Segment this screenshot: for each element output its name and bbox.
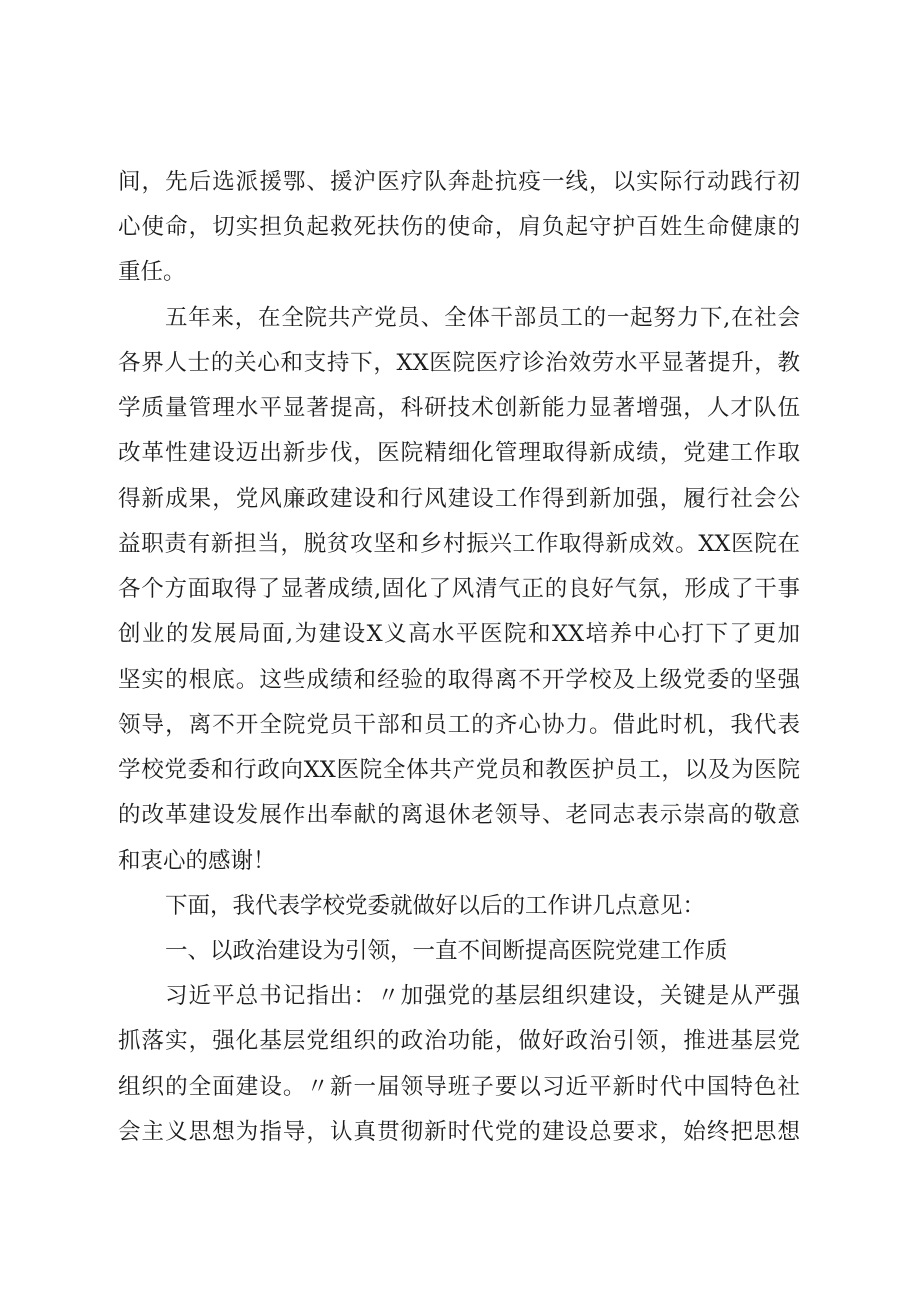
text-line: 和衷心的感谢！ <box>118 847 276 874</box>
text-line: 创业的发展局面,为建设X义高水平医院和XX培养中心打下了更加 <box>118 621 800 648</box>
text-line: 学质量管理水平显著提高，科研技术创新能力显著增强，人才队伍 <box>118 395 800 422</box>
text-line: 会主义思想为指导，认真贯彻新时代党的建设总要求，始终把思想 <box>118 1118 800 1145</box>
section-heading: 一、以政治建设为引领，一直不间断提高医院党建工作质 <box>165 937 728 964</box>
text-line: 益职责有新担当，脱贫攻坚和乡村振兴工作取得新成效。XX医院在 <box>118 530 800 557</box>
text-line: 间，先后选派援鄂、援沪医疗队奔赴抗疫一线，以实际行动践行初 <box>118 169 800 195</box>
text-line: 组织的全面建设。〃新一届领导班子要以习近平新时代中国特色社 <box>118 1073 800 1100</box>
text-line: 习近平总书记指出：〃加强党的基层组织建设，关键是从严强 <box>165 983 800 1010</box>
text-line: 重任。 <box>118 259 186 286</box>
paragraph-opinions-intro <box>118 884 800 929</box>
text-line: 得新成果，党风廉政建设和行风建设工作得到新加强，履行社会公 <box>118 485 800 512</box>
body-text <box>118 160 800 1155</box>
paragraph-continuation <box>118 160 800 296</box>
text-line: 各个方面取得了显著成绩,固化了风清气正的良好气氛，形成了干事 <box>118 576 800 603</box>
text-line: 下面，我代表学校党委就做好以后的工作讲几点意见： <box>165 892 706 919</box>
text-line: 心使命，切实担负起救死扶伤的使命，肩负起守护百姓生命健康的 <box>118 214 800 241</box>
text-line: 的改革建设发展作出奉献的离退休老领导、老同志表示崇高的敬意 <box>118 802 800 829</box>
text-line: 各界人士的关心和支持下，XX医院医疗诊治效劳水平显著提升，教 <box>118 349 800 376</box>
section-heading-one <box>118 929 800 974</box>
paragraph-five-years <box>118 296 800 884</box>
text-line: 领导，离不开全院党员干部和员工的齐心协力。借此时机，我代表 <box>118 711 800 738</box>
text-line: 学校党委和行政向XX医院全体共产党员和教医护员工，以及为医院 <box>118 757 800 784</box>
text-line: 改革性建设迈出新步伐，医院精细化管理取得新成绩，党建工作取 <box>118 440 800 467</box>
paragraph-quote <box>118 974 800 1155</box>
text-line: 抓落实，强化基层党组织的政治功能，做好政治引领，推进基层党 <box>118 1028 800 1055</box>
text-line: 坚实的根底。这些成绩和经验的取得离不开学校及上级党委的坚强 <box>118 666 800 693</box>
text-line: 五年来，在全院共产党员、全体干部员工的一起努力下,在社会 <box>165 304 800 331</box>
